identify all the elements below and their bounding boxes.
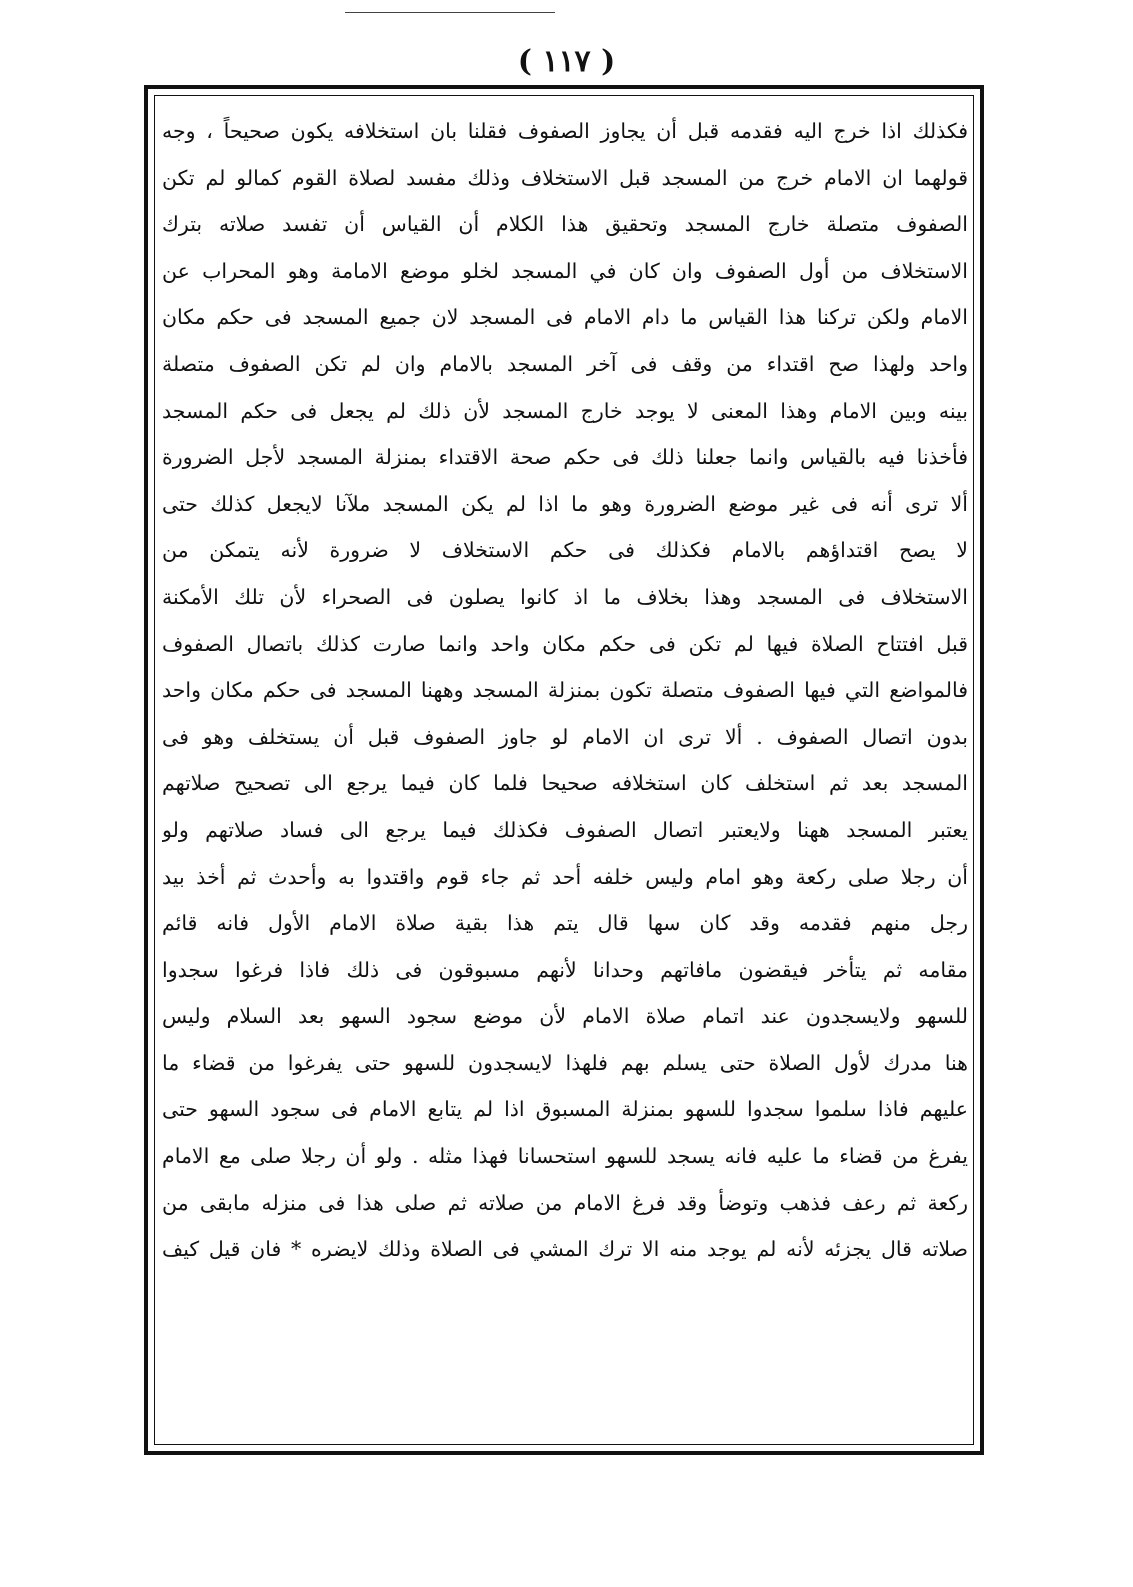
page-number: ( ١١٧ )	[517, 44, 616, 79]
text-line: فأخذنا فيه بالقياس وانما جعلنا ذلك فى حكم صحة الاقتداء بمنزلة المسجد لأجل الضرورة	[162, 445, 968, 470]
text-line: واحد ولهذا صح اقتداء من وقف فى آخر المسجد بالامام وان لم تكن الصفوف متصلة	[162, 351, 968, 376]
text-line: لا يصح اقتداؤهم بالامام فكذلك فى حكم الاستخلاف لا ضرورة لأنه يتمكن من	[162, 538, 968, 563]
text-line: هنا مدرك لأول الصلاة حتى يسلم بهم فلهذا لايسجدون للسهو حتى يفرغوا من قضاء ما	[162, 1050, 968, 1075]
text-line: الامام ولكن تركنا هذا القياس ما دام الامام فى المسجد لان جميع المسجد فى حكم مكان	[162, 305, 968, 330]
top-rule	[345, 12, 555, 13]
text-line: الاستخلاف فى المسجد وهذا بخلاف ما اذ كانوا يصلون فى الصحراء لأن تلك الأمكنة	[162, 584, 968, 609]
text-line: صلاته قال يجزئه لأنه لم يوجد منه الا ترك المشي فى الصلاة وذلك لايضره * فان قيل كيف	[162, 1237, 968, 1262]
text-line: ركعة ثم رعف فذهب وتوضأ وقد فرغ الامام من صلاته ثم صلى هذا فى منزله مابقى من	[162, 1190, 968, 1215]
text-line: المسجد بعد ثم استخلف كان استخلافه صحيحا فلما كان فيما يرجع الى تصحيح صلاتهم	[162, 771, 968, 796]
text-line: قولهما ان الامام خرج من المسجد قبل الاستخلاف وذلك مفسد لصلاة القوم كمالو لم تكن	[162, 165, 968, 190]
text-line: فكذلك اذا خرج اليه فقدمه قبل أن يجاوز الصفوف فقلنا بان استخلافه يكون صحيحاً ، وجه	[162, 119, 968, 143]
text-line: عليهم فاذا سلموا سجدوا للسهو بمنزلة المسبوق اذا لم يتابع الامام فى سجود السهو حتى	[162, 1097, 968, 1122]
text-line: يعتبر المسجد ههنا ولايعتبر اتصال الصفوف فكذلك فيما يرجع الى فساد صلاتهم ولو	[162, 817, 968, 842]
text-line: أن رجلا صلى ركعة وهو امام وليس خلفه أحد ثم جاء قوم واقتدوا به وأحدث ثم أخذ بيد	[162, 864, 968, 889]
text-line: بدون اتصال الصفوف . ألا ترى ان الامام لو جاوز الصفوف قبل أن يستخلف وهو فى	[162, 724, 968, 749]
text-line: يفرغ من قضاء ما عليه فانه يسجد للسهو استحسانا فهذا مثله . ولو أن رجلا صلى مع الامام	[162, 1144, 968, 1169]
text-line: للسهو ولايسجدون عند اتمام صلاة الامام لأن موضع سجود السهو بعد السلام وليس	[162, 1004, 968, 1029]
text-line: ألا ترى أنه فى غير موضع الضرورة وهو ما اذا لم يكن المسجد ملآنا لايجعل كذلك حتى	[162, 491, 968, 516]
text-body	[162, 108, 968, 1273]
text-line: قبل افتتاح الصلاة فيها لم تكن فى حكم مكان واحد وانما صارت كذلك باتصال الصفوف	[162, 631, 968, 656]
text-line: مقامه ثم يتأخر فيقضون مافاتهم وحدانا لأنهم مسبوقون فى ذلك فاذا فرغوا سجدوا	[162, 957, 968, 982]
text-line: الصفوف متصلة خارج المسجد وتحقيق هذا الكلام أن القياس أن تفسد صلاته بترك	[162, 212, 968, 237]
text-line: الاستخلاف من أول الصفوف وان كان في المسجد لخلو موضع الامامة وهو المحراب عن	[162, 258, 968, 283]
text-line: بينه وبين الامام وهذا المعنى لا يوجد خارج المسجد لأن ذلك لم يجعل فى حكم المسجد	[162, 398, 968, 423]
text-line: رجل منهم فقدمه وقد كان سها قال يتم هذا بقية صلاة الامام الأول فانه قائم	[162, 911, 968, 936]
text-line: فالمواضع التي فيها الصفوف متصلة تكون بمنزلة المسجد وههنا المسجد فى حكم مكان واحد	[162, 678, 968, 703]
